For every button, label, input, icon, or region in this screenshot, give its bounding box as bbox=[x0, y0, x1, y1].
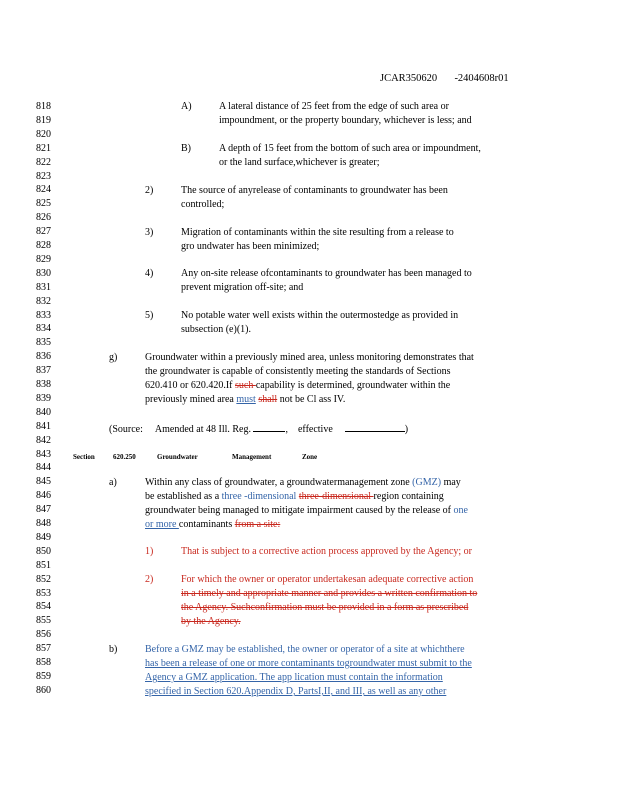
line-number: 827 bbox=[36, 226, 51, 238]
line-number: 850 bbox=[36, 545, 51, 557]
item-a2-line: For which the owner or operator undertakesan adequate corrective action bbox=[181, 574, 474, 585]
item-a-line: A lateral distance of 25 feet from the edge of such area or bbox=[219, 101, 449, 112]
deleted-text: such bbox=[235, 380, 256, 391]
item-b-line: A depth of 15 feet from the bottom of such area or impoundment, bbox=[219, 143, 481, 154]
line-number: 843 bbox=[36, 448, 51, 460]
line-number: 844 bbox=[36, 462, 51, 474]
item-a2-line: the Agency. Suchconfirmation must be provided in a form as prescribed bbox=[181, 602, 469, 613]
line-number: 853 bbox=[36, 587, 51, 599]
line-number: 823 bbox=[36, 170, 51, 182]
line-number: 824 bbox=[36, 184, 51, 196]
inserted-text: three -dimensional bbox=[221, 491, 297, 502]
item-a-label: A) bbox=[181, 101, 192, 112]
deleted-text: three-dimensional bbox=[298, 491, 374, 502]
register-number-blank bbox=[253, 422, 285, 432]
line-number: 839 bbox=[36, 392, 51, 404]
line-number: 854 bbox=[36, 601, 51, 613]
line-number: 858 bbox=[36, 657, 51, 668]
item-a-lower-label: a) bbox=[109, 477, 117, 488]
line-number: 848 bbox=[36, 518, 51, 529]
item-g-text: not be Cl ass IV. bbox=[277, 394, 346, 405]
item-2-label: 2) bbox=[145, 185, 154, 196]
item-5-line: No potable water well exists within the outermostedge as provided in bbox=[181, 310, 459, 321]
item-a-lower-text: groundwater being managed to mitigate impairment caused by the release of bbox=[145, 505, 454, 516]
line-number: 849 bbox=[36, 531, 51, 543]
deleted-text: from a site: bbox=[234, 519, 281, 530]
item-b-lower-label: b) bbox=[109, 644, 118, 655]
item-a2-line: in a timely and appropriate manner and provides a written confirmation to bbox=[181, 588, 478, 599]
item-b-label: B) bbox=[181, 143, 191, 154]
source-close: ) bbox=[404, 424, 409, 435]
item-3-line: Migration of contaminants within the site resulting from a release to bbox=[181, 227, 454, 238]
item-g-line: the groundwater is capable of consistently meeting the standards of Sections bbox=[145, 366, 451, 377]
line-number: 821 bbox=[36, 142, 51, 154]
line-number: 857 bbox=[36, 643, 51, 655]
document-id: JCAR350620 bbox=[380, 73, 438, 84]
item-b-line: or the land surface,whichever is greater; bbox=[219, 157, 380, 168]
line-number: 846 bbox=[36, 490, 51, 502]
line-number: 860 bbox=[36, 684, 51, 696]
source-effective: effective bbox=[297, 424, 333, 435]
line-number: 842 bbox=[36, 434, 51, 446]
item-b-lower-line: Before a GMZ may be established, the owner or operator of a site at whichthere bbox=[145, 644, 465, 655]
line-number: 822 bbox=[36, 156, 51, 168]
section-heading-title: Management bbox=[232, 453, 272, 461]
source-note bbox=[109, 422, 408, 435]
item-a-lower-text: Within any class of groundwater, a groundwatermanagement zone bbox=[145, 477, 413, 488]
line-number: 833 bbox=[36, 309, 51, 321]
item-g-text: 620.410 or 620.420.If bbox=[145, 380, 235, 391]
item-a-lower-line bbox=[145, 492, 444, 502]
line-number: 847 bbox=[36, 504, 51, 516]
line-number: 835 bbox=[36, 337, 51, 349]
inserted-text: one bbox=[453, 505, 468, 516]
item-g-line bbox=[145, 381, 450, 391]
item-3-line: gro undwater has been minimized; bbox=[181, 241, 320, 252]
source-open: (Source: bbox=[109, 424, 143, 435]
line-number: 837 bbox=[36, 365, 51, 377]
line-number: 828 bbox=[36, 240, 51, 251]
line-number: 852 bbox=[36, 573, 51, 585]
item-g-text: previously mined area bbox=[145, 394, 237, 405]
effective-date-blank bbox=[345, 422, 405, 432]
item-a2-line: by the Agency. bbox=[181, 616, 241, 627]
line-number: 829 bbox=[36, 253, 51, 265]
item-a-lower-line bbox=[145, 506, 468, 516]
section-heading-word: Section bbox=[73, 453, 95, 461]
document-version: -2404608r01 bbox=[454, 73, 509, 84]
line-number: 826 bbox=[36, 212, 51, 224]
line-number: 830 bbox=[36, 267, 51, 279]
item-b-lower-line: has been a release of one or more contaminants togroundwater must submit to the bbox=[145, 658, 472, 669]
item-4-line: prevent migration off-site; and bbox=[181, 282, 304, 293]
line-number: 841 bbox=[36, 420, 51, 432]
item-2-line: The source of anyrelease of contaminants to groundwater has been bbox=[181, 185, 448, 196]
item-a-lower-text: region containing bbox=[373, 491, 444, 502]
inserted-text: must bbox=[236, 394, 256, 405]
section-heading-title: Groundwater bbox=[157, 453, 198, 461]
item-4-line: Any on-site release ofcontaminants to groundwater has been managed to bbox=[181, 268, 472, 279]
page-header bbox=[380, 73, 509, 84]
line-number: 859 bbox=[36, 670, 51, 682]
item-b-lower-line: Agency a GMZ application. The app lication must contain the information bbox=[145, 672, 443, 683]
line-number: 825 bbox=[36, 198, 51, 210]
line-number: 855 bbox=[36, 615, 51, 627]
line-number: 856 bbox=[36, 629, 51, 641]
line-number: 820 bbox=[36, 128, 51, 140]
line-number: 818 bbox=[36, 101, 51, 112]
item-a-lower-text: be established as a bbox=[145, 491, 222, 502]
item-g-text: capability is determined, groundwater within the bbox=[255, 380, 451, 391]
source-comma: , bbox=[285, 424, 288, 435]
line-number: 838 bbox=[36, 379, 51, 390]
section-heading-number: 620.250 bbox=[113, 453, 136, 461]
line-number: 845 bbox=[36, 476, 51, 488]
line-number: 819 bbox=[36, 114, 51, 126]
item-b-lower-line: specified in Section 620.Appendix D, PartsI,II, and III, as well as any other bbox=[145, 686, 447, 697]
section-heading-title: Zone bbox=[302, 453, 318, 461]
item-a-line: impoundment, or the property boundary, whichever is less; and bbox=[219, 115, 472, 126]
item-5-label: 5) bbox=[145, 310, 154, 321]
item-2-line: controlled; bbox=[181, 199, 225, 210]
inserted-text: (GMZ) bbox=[412, 477, 442, 488]
item-a1-label: 1) bbox=[145, 546, 154, 557]
item-g-line: Groundwater within a previously mined area, unless monitoring demonstrates that bbox=[145, 352, 474, 363]
item-g-label: g) bbox=[109, 352, 118, 363]
inserted-text: or more bbox=[145, 519, 179, 530]
line-number: 831 bbox=[36, 281, 51, 293]
line-number: 836 bbox=[36, 351, 51, 363]
item-5-line: subsection (e)(1). bbox=[181, 324, 251, 335]
deleted-text: shall bbox=[258, 394, 278, 405]
item-4-label: 4) bbox=[145, 268, 154, 279]
item-a-lower-text: contaminants bbox=[178, 519, 235, 530]
item-a-lower-line bbox=[145, 478, 461, 488]
item-a-lower-line bbox=[145, 520, 280, 530]
line-number: 851 bbox=[36, 559, 51, 571]
item-g-line bbox=[145, 395, 345, 405]
line-number: 834 bbox=[36, 323, 51, 335]
item-3-label: 3) bbox=[145, 227, 154, 238]
item-a-lower-text: may bbox=[441, 477, 461, 488]
item-a1-line: That is subject to a corrective action process approved by the Agency; or bbox=[181, 546, 473, 557]
source-amended: Amended at 48 Ill. Reg. bbox=[154, 424, 251, 435]
line-number: 840 bbox=[36, 406, 51, 418]
line-number: 832 bbox=[36, 295, 51, 307]
item-a2-label: 2) bbox=[145, 574, 154, 585]
